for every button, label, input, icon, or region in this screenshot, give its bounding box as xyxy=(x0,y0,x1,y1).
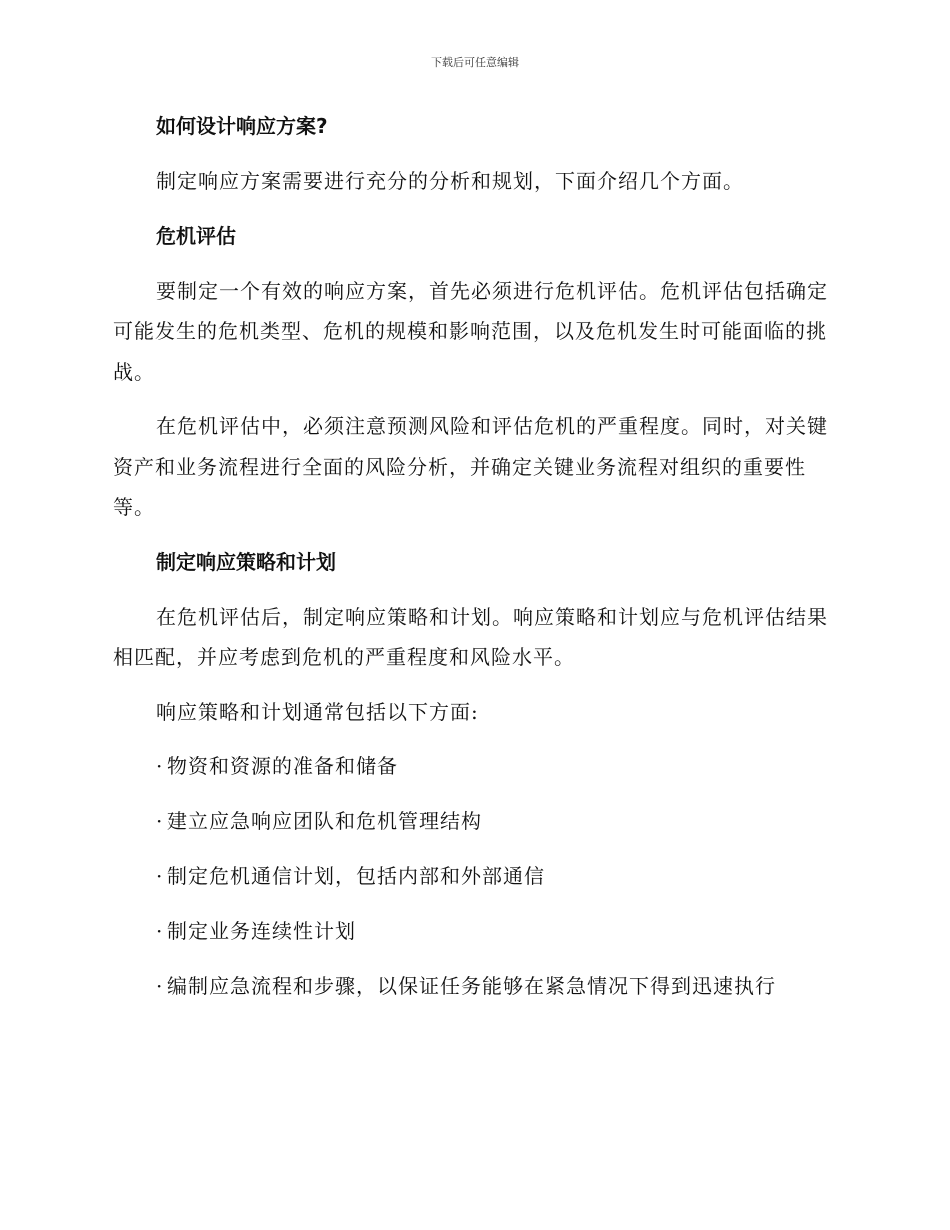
list-item-text: 制定危机通信计划，包括内部和外部通信 xyxy=(167,864,545,888)
bullet-marker: · xyxy=(156,864,164,888)
list-item-text: 物资和资源的准备和储备 xyxy=(167,754,398,778)
list-item-text: 制定业务连续性计划 xyxy=(167,919,356,943)
bullet-marker: · xyxy=(156,974,164,998)
bullet-marker: · xyxy=(156,754,164,778)
page-header: 下载后可任意编辑 xyxy=(431,56,519,69)
intro-paragraph: 制定响应方案需要进行充分的分析和规划，下面介绍几个方面。 xyxy=(156,169,744,193)
plan-paragraph-2: 响应策略和计划通常包括以下方面: xyxy=(156,699,479,724)
document-title: 如何设计响应方案? xyxy=(156,114,328,138)
section-heading-response-plan: 制定响应策略和计划 xyxy=(156,549,336,574)
bullet-marker: · xyxy=(156,809,164,833)
list-item xyxy=(113,746,831,786)
list-item xyxy=(113,966,831,1006)
list-item xyxy=(113,856,831,896)
bullet-marker: · xyxy=(156,919,164,943)
risk-paragraph-2: 在危机评估中，必须注意预测风险和评估危机的严重程度。同时，对关键资产和业务流程进行全面的风险分析，并确定关键业务流程对组织的重要性等。 xyxy=(113,414,828,519)
section-heading-risk-assessment: 危机评估 xyxy=(156,223,236,248)
document-body xyxy=(113,106,831,1021)
risk-paragraph-1: 要制定一个有效的响应方案，首先必须进行危机评估。危机评估包括确定可能发生的危机类型、危机的规模和影响范围，以及危机发生时可能面临的挑战。 xyxy=(113,278,828,384)
list-item-text: 编制应急流程和步骤，以保证任务能够在紧急情况下得到迅速执行 xyxy=(167,974,776,998)
plan-paragraph-1: 在危机评估后，制定响应策略和计划。响应策略和计划应与危机评估结果相匹配，并应考虑到危机的严重程度和风险水平。 xyxy=(113,604,828,669)
list-item-text: 建立应急响应团队和危机管理结构 xyxy=(167,809,482,833)
list-item xyxy=(113,911,831,951)
list-item xyxy=(113,801,831,841)
